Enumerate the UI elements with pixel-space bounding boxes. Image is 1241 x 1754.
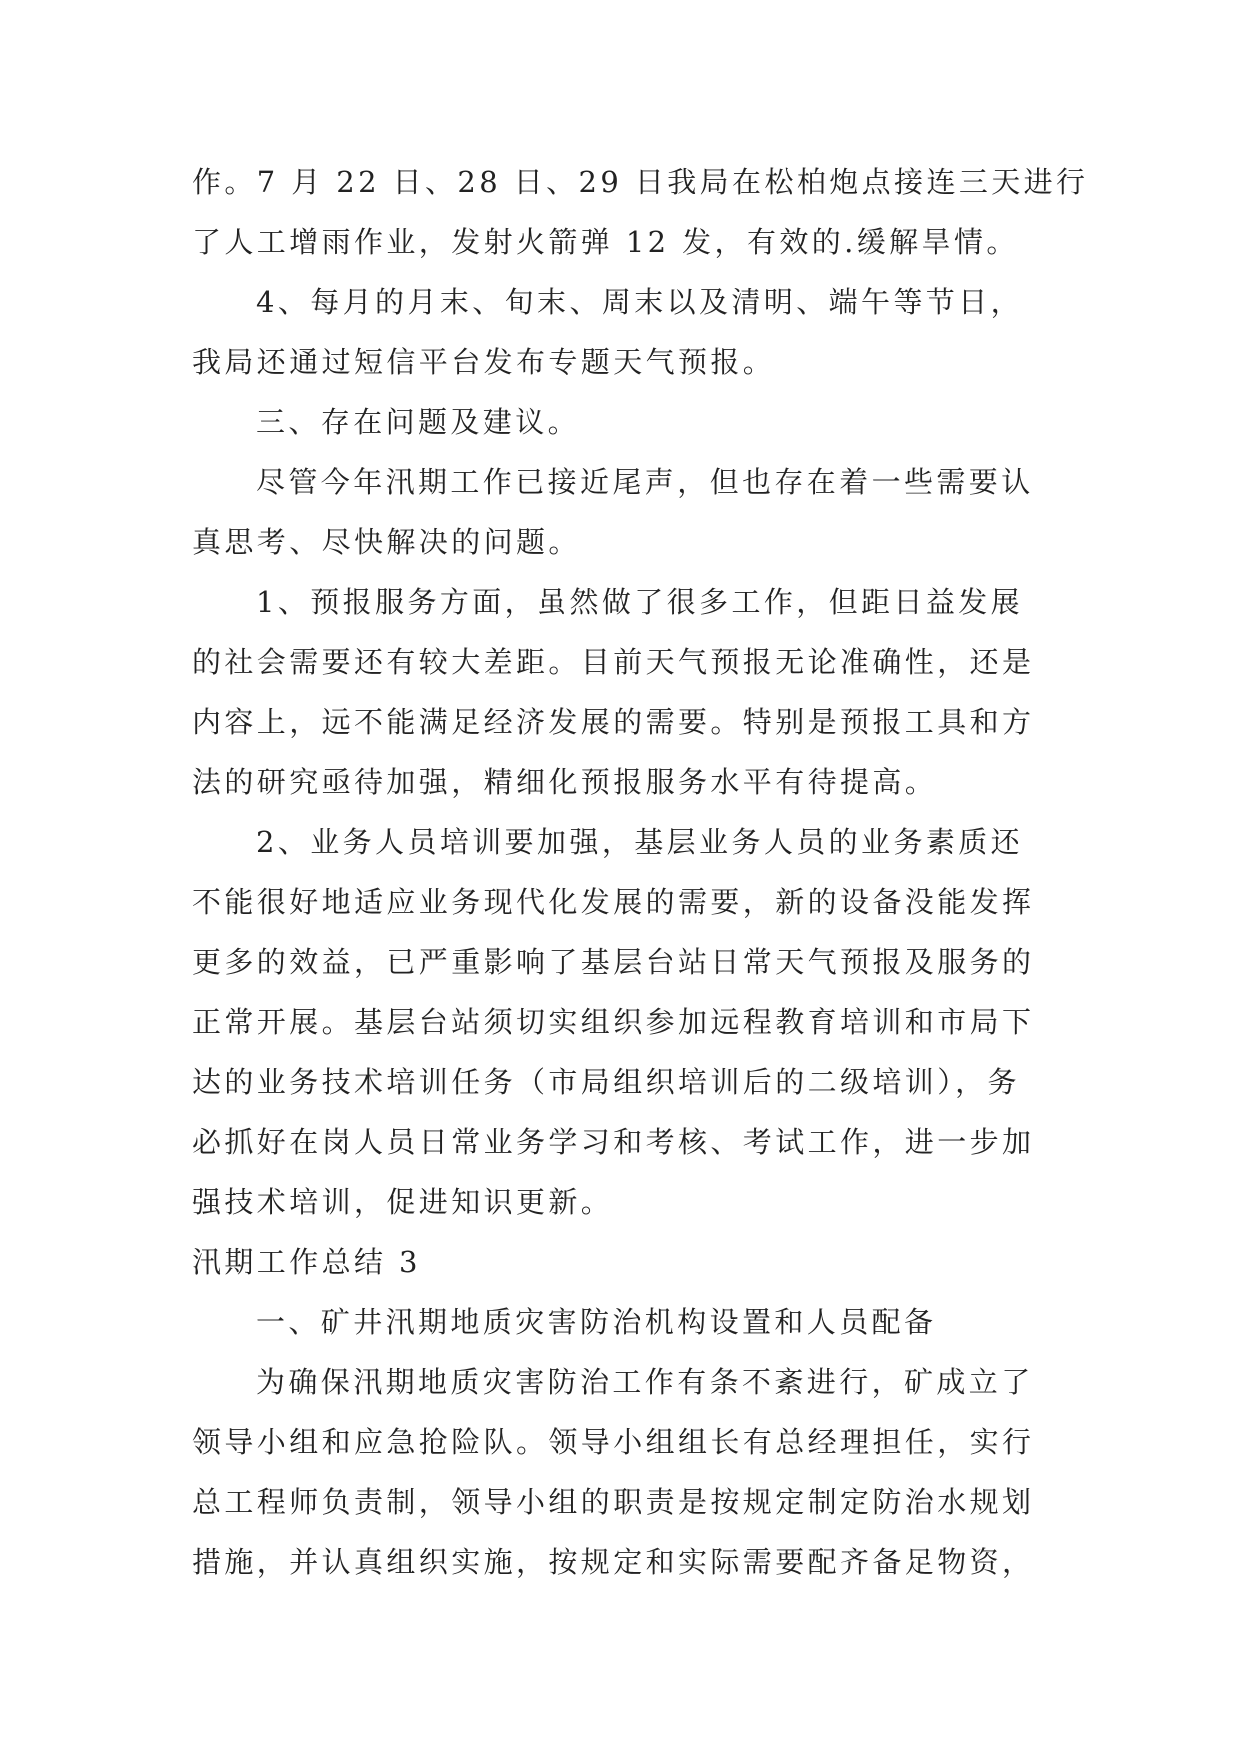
text-line: 措施，并认真组织实施，按规定和实际需要配齐备足物资， — [192, 1545, 1035, 1579]
text-line: 真思考、尽快解决的问题。 — [192, 525, 581, 559]
text-line: 我局还通过短信平台发布专题天气预报。 — [192, 345, 776, 379]
document-body — [192, 152, 1089, 1592]
section-title: 汛期工作总结 3 — [192, 1245, 421, 1279]
text-line: 必抓好在岗人员日常业务学习和考核、考试工作，进一步加 — [192, 1125, 1035, 1159]
text-line: 强技术培训，促进知识更新。 — [192, 1185, 614, 1219]
text-line: 作。7 月 22 日、28 日、29 日我局在松柏炮点接连三天进行 — [192, 165, 1089, 199]
text-line: 1、预报服务方面，虽然做了很多工作，但距日益发展 — [256, 585, 1024, 619]
section-heading: 一、矿井汛期地质灾害防治机构设置和人员配备 — [256, 1305, 937, 1339]
text-line: 领导小组和应急抢险队。领导小组组长有总经理担任，实行 — [192, 1425, 1035, 1459]
text-line: 更多的效益，已严重影响了基层台站日常天气预报及服务的 — [192, 945, 1035, 979]
text-line: 法的研究亟待加强，精细化预报服务水平有待提高。 — [192, 765, 938, 799]
text-line: 总工程师负责制，领导小组的职责是按规定制定防治水规划 — [192, 1485, 1035, 1519]
text-line: 不能很好地适应业务现代化发展的需要，新的设备没能发挥 — [192, 885, 1035, 919]
text-line: 达的业务技术培训任务（市局组织培训后的二级培训），务 — [192, 1065, 1020, 1099]
text-line: 为确保汛期地质灾害防治工作有条不紊进行，矿成立了 — [256, 1365, 1034, 1399]
text-line: 的社会需要还有较大差距。目前天气预报无论准确性，还是 — [192, 645, 1035, 679]
text-line: 正常开展。基层台站须切实组织参加远程教育培训和市局下 — [192, 1005, 1035, 1039]
text-line: 2、业务人员培训要加强，基层业务人员的业务素质还 — [256, 825, 1024, 859]
text-line: 尽管今年汛期工作已接近尾声，但也存在着一些需要认 — [256, 465, 1034, 499]
text-line: 内容上，远不能满足经济发展的需要。特别是预报工具和方 — [192, 705, 1035, 739]
section-heading: 三、存在问题及建议。 — [256, 405, 581, 439]
text-line: 了人工增雨作业，发射火箭弹 12 发，有效的.缓解旱情。 — [192, 225, 1019, 259]
text-line: 4、每月的月末、旬末、周末以及清明、端午等节日， — [256, 285, 1024, 319]
